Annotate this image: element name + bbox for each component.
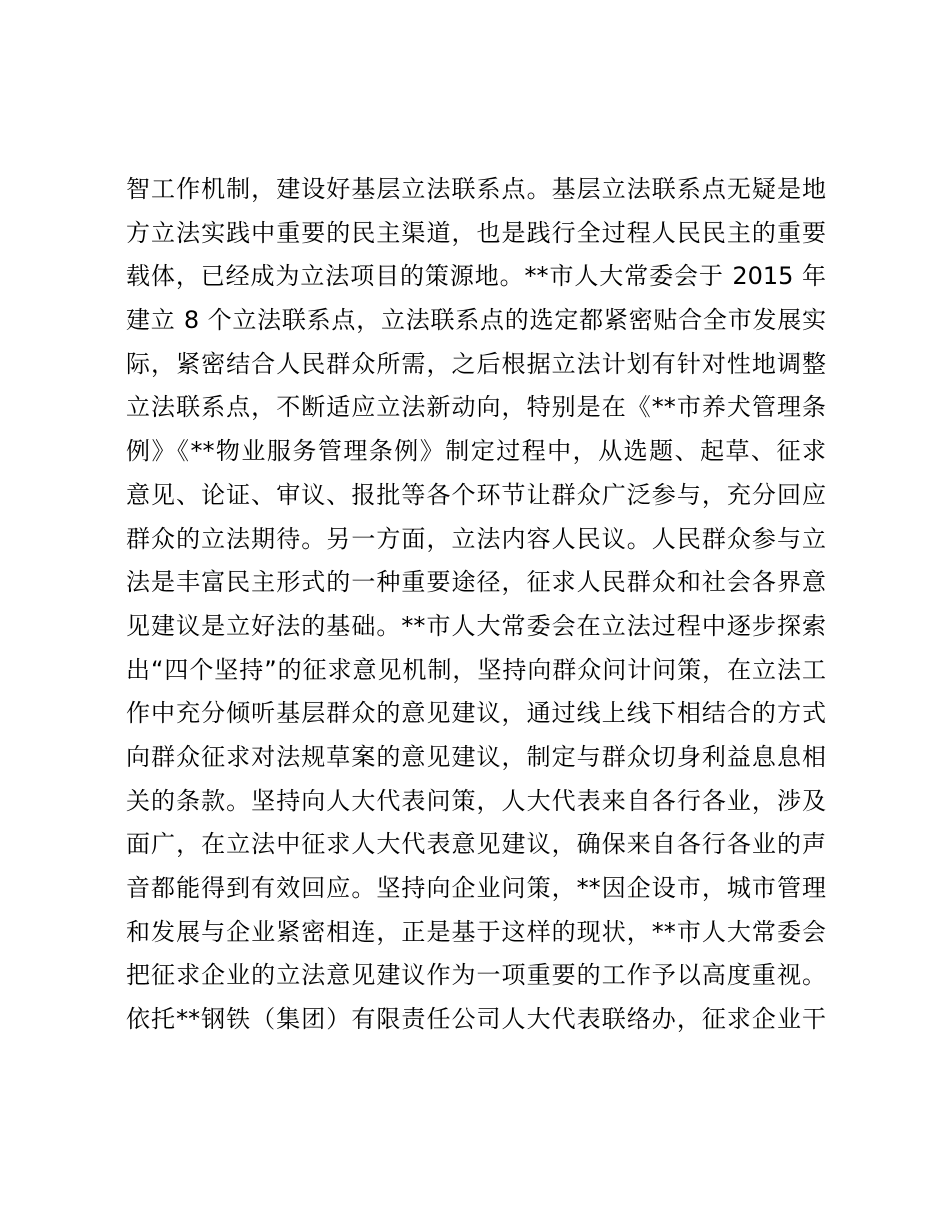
text-line: 出“四个坚持”的征求意见机制，坚持向群众问计问策，在立法工: [126, 655, 826, 684]
text-line: 作中充分倾听基层群众的意见建议，通过线上线下相结合的方式: [126, 699, 826, 728]
text-line: 立法联系点，不断适应立法新动向，特别是在《**市养犬管理条: [126, 393, 826, 422]
text-line: 法是丰富民主形式的一种重要途径，征求人民群众和社会各界意: [126, 568, 826, 597]
text-line: 关的条款。坚持向人大代表问策，人大代表来自各行各业，涉及: [126, 786, 826, 815]
text-line: 面广，在立法中征求人大代表意见建议，确保来自各行各业的声: [126, 830, 826, 859]
text-line: 方立法实践中重要的民主渠道，也是践行全过程人民民主的重要: [126, 218, 826, 247]
text-line: 向群众征求对法规草案的意见建议，制定与群众切身利益息息相: [126, 742, 826, 771]
text-line: 群众的立法期待。另一方面，立法内容人民议。人民群众参与立: [126, 524, 826, 553]
text-line: 例》《**物业服务管理条例》制定过程中，从选题、起草、征求: [126, 437, 826, 466]
text-line: 见建议是立好法的基础。**市人大常委会在立法过程中逐步探索: [126, 611, 826, 640]
text-line: 依托**钢铁（集团）有限责任公司人大代表联络办，征求企业干: [126, 1005, 826, 1034]
text-line: 智工作机制，建设好基层立法联系点。基层立法联系点无疑是地: [126, 175, 826, 203]
text-line: 把征求企业的立法意见建议作为一项重要的工作予以高度重视。: [126, 961, 826, 990]
text-line: 和发展与企业紧密相连，正是基于这样的现状，**市人大常委会: [126, 917, 826, 946]
text-line: 建立 8 个立法联系点，立法联系点的选定都紧密贴合全市发展实: [126, 306, 826, 335]
text-line: 意见、论证、审议、报批等各个环节让群众广泛参与，充分回应: [126, 480, 826, 509]
text-line: 际，紧密结合人民群众所需，之后根据立法计划有针对性地调整: [126, 349, 826, 378]
body-paragraph: [126, 168, 826, 1042]
text-line: 载体，已经成为立法项目的策源地。**市人大常委会于 2015 年: [126, 262, 826, 291]
text-line: 音都能得到有效回应。坚持向企业问策，**因企设市，城市管理: [126, 874, 826, 902]
